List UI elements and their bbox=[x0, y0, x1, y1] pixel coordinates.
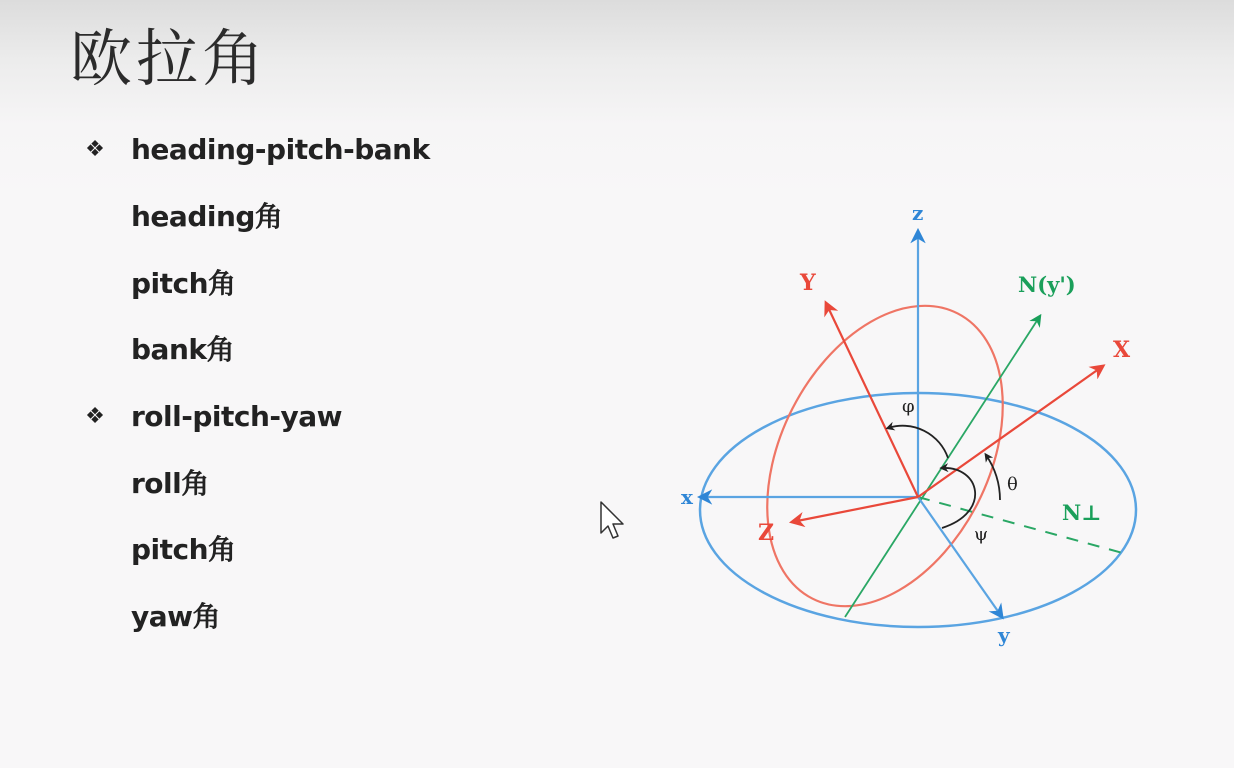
z-axis-label: z bbox=[912, 201, 924, 225]
y-axis-line bbox=[918, 497, 1002, 617]
Y-axis-label: Y bbox=[800, 270, 816, 296]
sub-item-text: yaw角 bbox=[131, 600, 221, 633]
node-perp-label: N⊥ bbox=[1062, 500, 1102, 525]
sub-item-text: pitch角 bbox=[131, 267, 236, 300]
X-axis-label: X bbox=[1113, 337, 1131, 363]
Z-axis-line bbox=[792, 497, 918, 522]
psi-label: ψ bbox=[974, 524, 989, 545]
y-axis-label: y bbox=[998, 623, 1010, 647]
sub-item-text: heading角 bbox=[131, 200, 283, 233]
node-line-label: N(y') bbox=[1018, 272, 1076, 297]
slide-title: 欧拉角 bbox=[70, 22, 269, 95]
theta-label: θ bbox=[1007, 474, 1018, 495]
Z-axis-label: Z bbox=[758, 520, 775, 546]
diamond-bullet-icon: ❖ bbox=[85, 137, 105, 162]
sub-item-text: roll角 bbox=[131, 467, 209, 500]
sub-item-text: pitch角 bbox=[131, 533, 236, 566]
bullet-text: roll-pitch-yaw bbox=[131, 400, 343, 433]
mouse-cursor-icon bbox=[598, 500, 628, 544]
bullet-text: heading-pitch-bank bbox=[131, 133, 430, 166]
rotated-frame-ellipse bbox=[720, 266, 1051, 646]
sub-item-text: bank角 bbox=[131, 333, 234, 366]
node-line bbox=[845, 316, 1040, 617]
phi-label: φ bbox=[902, 396, 915, 417]
euler-angles-diagram bbox=[660, 190, 1180, 670]
diamond-bullet-icon: ❖ bbox=[85, 404, 105, 429]
x-axis-label: x bbox=[681, 485, 693, 509]
